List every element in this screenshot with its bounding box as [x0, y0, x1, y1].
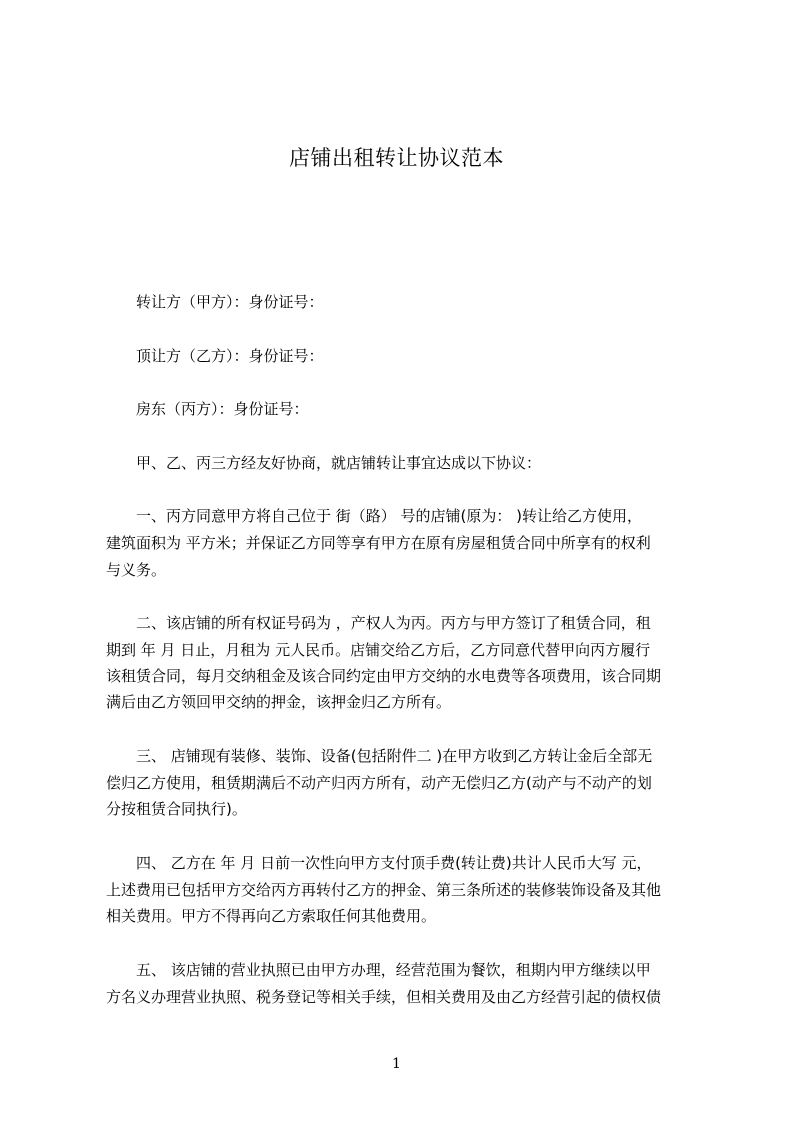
clause-line: 该租赁合同，每月交纳租金及该合同约定由甲方交纳的水电费等各项费用，该合同期: [106, 667, 662, 685]
clause-line: 建筑面积为 平方米；并保证乙方同等享有甲方在原有房屋租赁合同中所享有的权利: [106, 534, 651, 552]
document-title: 店铺出租转让协议范本: [289, 146, 504, 170]
clause-line: 分按租赁合同执行)。: [106, 800, 247, 818]
clause-line: 四、 乙方在 年 月 日前一次性向甲方支付顶手费(转让费)共计人民币大写 元，: [136, 854, 652, 872]
clause-line: 二、该店铺的所有权证号码为 ，产权人为丙。丙方与甲方签订了租赁合同，租: [136, 614, 651, 632]
clause-line: 与义务。: [106, 561, 167, 579]
clause-line: 上述费用已包括甲方交给丙方再转付乙方的押金、第三条所述的装修装饰设备及其他: [106, 881, 662, 899]
clause-line: 方名义办理营业执照、税务登记等相关手续，但相关费用及由乙方经营引起的债权债: [106, 988, 662, 1006]
clause-line: 一、丙方同意甲方将自己位于 街（路） 号的店铺(原为： )转让给乙方使用，: [136, 507, 643, 525]
landlord-line: 房东（丙方）：身份证号：: [136, 400, 309, 418]
page-number: 1: [392, 1056, 401, 1072]
clause-line: 五、 该店铺的营业执照已由甲方办理，经营范围为餐饮，租期内甲方继续以甲: [136, 961, 651, 979]
clause-line: 满后由乙方领回甲交纳的押金，该押金归乙方所有。: [106, 693, 452, 711]
clause-line: 相关费用。甲方不得再向乙方索取任何其他费用。: [106, 907, 437, 925]
transferee-line: 顶让方（乙方）：身份证号：: [136, 347, 324, 365]
clause-line: 期到 年 月 日止，月租为 元人民币。店铺交给乙方后，乙方同意代替甲向丙方履行: [106, 641, 651, 659]
clause-line: 三、 店铺现有装修、装饰、设备(包括附件二 )在甲方收到乙方转让金后全部无: [136, 747, 653, 765]
transferor-line: 转让方（甲方）：身份证号：: [136, 293, 324, 311]
intro-paragraph: 甲、乙、丙三方经友好协商，就店铺转让事宜达成以下协议：: [136, 454, 542, 472]
clause-line: 偿归乙方使用，租赁期满后不动产归丙方所有，动产无偿归乙方(动产与不动产的划: [106, 774, 652, 792]
